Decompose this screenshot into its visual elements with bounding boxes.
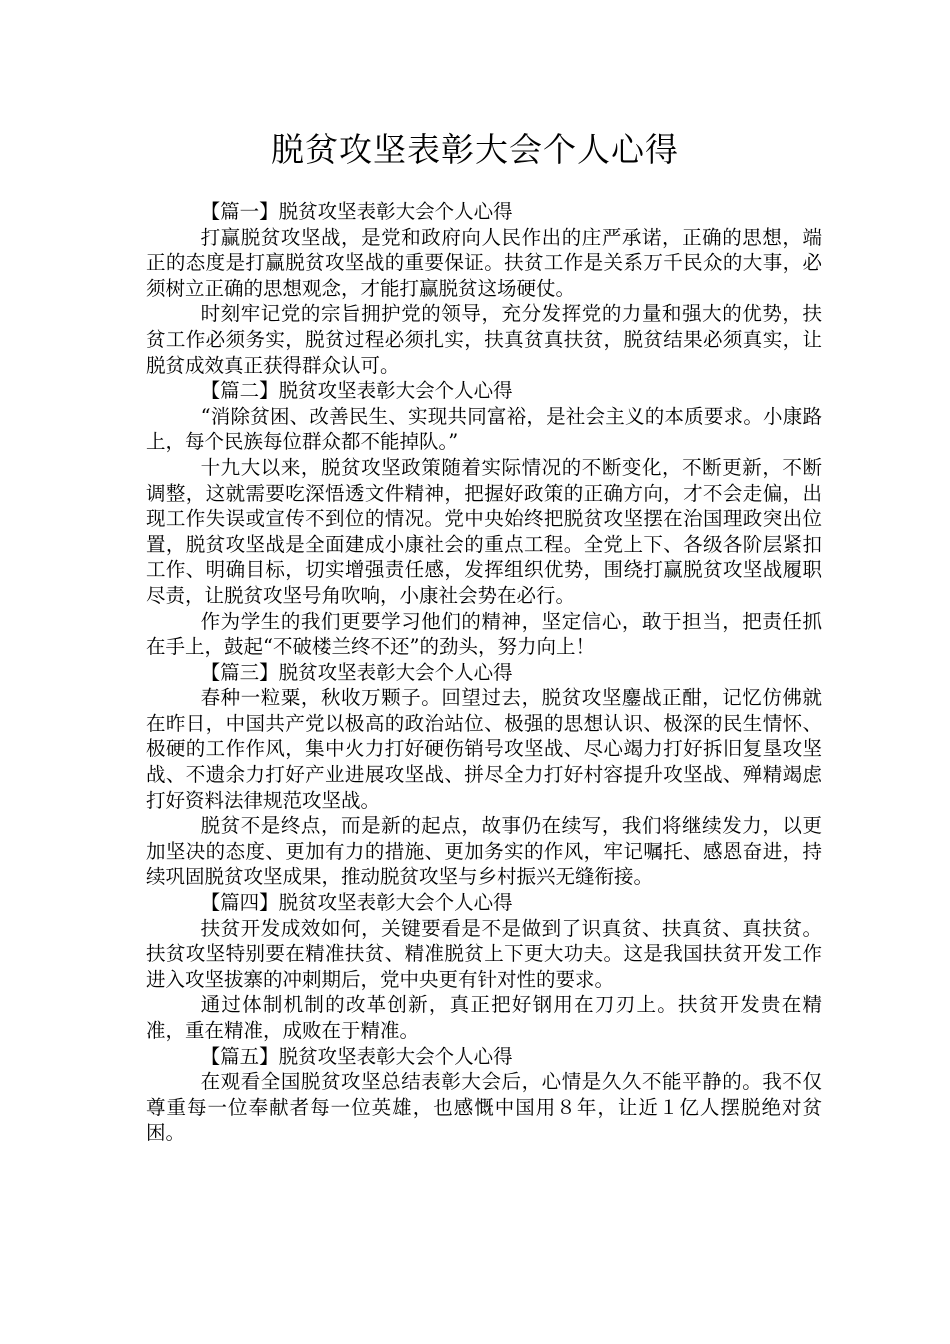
paragraph: 通过体制机制的改革创新，真正把好钢用在刀刃上。扶贫开发贵在精准，重在精准，成败在于精准。 bbox=[146, 993, 822, 1042]
paragraph: 在观看全国脱贫攻坚总结表彰大会后，心情是久久不能平静的。我不仅尊重每一位奉献者每一位英雄，也感慨中国用８年，让近１亿人摆脱绝对贫困。 bbox=[146, 1070, 822, 1145]
section-heading-4: 【篇四】脱贫攻坚表彰大会个人心得 bbox=[200, 891, 513, 915]
document-title: 脱贫攻坚表彰大会个人心得 bbox=[271, 130, 679, 169]
section-heading-3: 【篇三】脱贫攻坚表彰大会个人心得 bbox=[200, 660, 513, 684]
paragraph: “消除贫困、改善民生、实现共同富裕，是社会主义的本质要求。小康路上，每个民族每位群众都不能掉队。” bbox=[146, 404, 822, 454]
paragraph: 春种一粒粟，秋收万颗子。回望过去，脱贫攻坚鏖战正酣，记忆仿佛就在昨日，中国共产党以极高的政治站位、极强的思想认识、极深的民生情怀、极硬的工作作风，集中火力打好硬伤销号攻坚战、尽心竭力打好拆旧复垦攻坚战、不遗余力打好产业进展攻坚战、拼尽全力打好村容提升攻坚战、殚精竭虑打好资料法律规范攻坚战。 bbox=[146, 686, 822, 812]
paragraph: 脱贫不是终点，而是新的起点，故事仍在续写，我们将继续发力，以更加坚决的态度、更加有力的措施、更加务实的作风，牢记嘱托、感恩奋进，持续巩固脱贫攻坚成果，推动脱贫攻坚与乡村振兴无缝衔接。 bbox=[146, 814, 822, 889]
paragraph: 扶贫开发成效如何，关键要看是不是做到了识真贫、扶真贫、真扶贫。扶贫攻坚特别要在精准扶贫、精准脱贫上下更大功夫。这是我国扶贫开发工作进入攻坚拔寨的冲刺期后，党中央更有针对性的要求。 bbox=[146, 916, 822, 991]
paragraph: 时刻牢记党的宗旨拥护党的领导，充分发挥党的力量和强大的优势，扶贫工作必须务实，脱贫过程必须扎实，扶真贫真扶贫，脱贫结果必须真实，让脱贫成效真正获得群众认可。 bbox=[146, 302, 822, 377]
document-body bbox=[146, 199, 822, 1146]
paragraph: 打赢脱贫攻坚战，是党和政府向人民作出的庄严承诺，正确的思想，端正的态度是打赢脱贫攻坚战的重要保证。扶贫工作是关系万千民众的大事，必须树立正确的思想观念，才能打赢脱贫这场硬仗。 bbox=[146, 225, 822, 300]
section-heading-1: 【篇一】脱贫攻坚表彰大会个人心得 bbox=[200, 200, 513, 223]
section-heading-5: 【篇五】脱贫攻坚表彰大会个人心得 bbox=[200, 1044, 513, 1068]
paragraph: 十九大以来，脱贫攻坚政策随着实际情况的不断变化，不断更新，不断调整，这就需要吃深悟透文件精神，把握好政策的正确方向，才不会走偏，出现工作失误或宣传不到位的情况。党中央始终把脱贫攻坚摆在治国理政突出位置，脱贫攻坚战是全面建成小康社会的重点工程。全党上下、各级各阶层紧扣工作、明确目标，切实增强责任感，发挥组织优势，围绕打赢脱贫攻坚战履职尽责，让脱贫攻坚号角吹响，小康社会势在必行。 bbox=[146, 455, 822, 607]
section-heading-2: 【篇二】脱贫攻坚表彰大会个人心得 bbox=[200, 379, 513, 403]
paragraph: 作为学生的我们更要学习他们的精神，坚定信心，敢于担当，把责任抓在手上，鼓起“不破楼兰终不还”的劲头，努力向上！ bbox=[146, 609, 822, 659]
